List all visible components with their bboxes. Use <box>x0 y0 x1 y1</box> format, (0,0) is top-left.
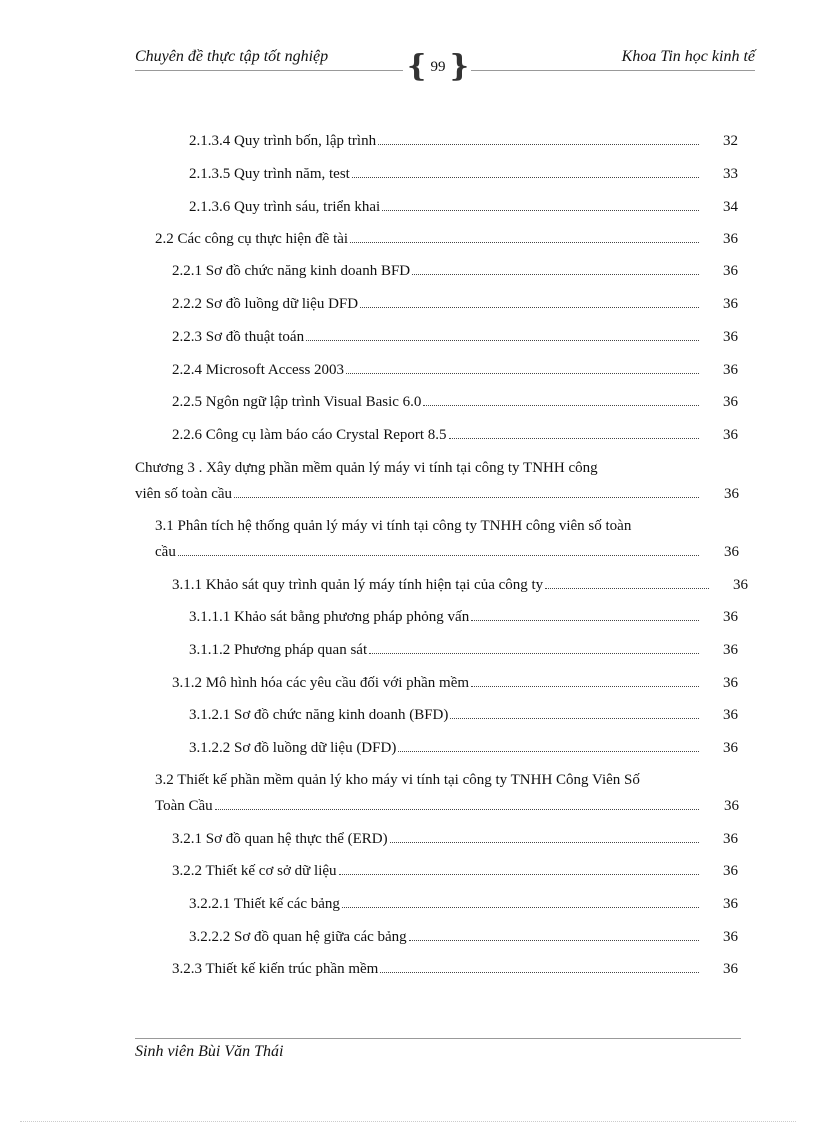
toc-leader-dots <box>350 242 699 243</box>
toc-leader-dots <box>545 588 709 589</box>
toc-entry[interactable] <box>172 327 738 347</box>
toc-entry-page: 36 <box>723 362 738 378</box>
toc-entry[interactable] <box>189 197 738 217</box>
toc-entry[interactable] <box>155 229 738 249</box>
toc-entry-title: 2.2.3 Sơ đồ thuật toán <box>172 329 305 345</box>
toc-entry-title: 3.1.1 Khảo sát quy trình quản lý máy tính hiện tại của công ty <box>172 577 544 593</box>
toc-entry[interactable] <box>172 959 738 979</box>
toc-entry-title: 3.1.1.2 Phương pháp quan sát <box>189 642 368 658</box>
toc-leader-dots <box>178 555 699 556</box>
toc-entry-title: 2.2 Các công cụ thực hiện đề tài <box>155 231 349 247</box>
toc-entry-page: 36 <box>724 798 739 814</box>
toc-entry[interactable] <box>189 131 738 151</box>
toc-entry-title-line2: viên số toàn cầu <box>135 486 233 502</box>
toc-entry-title: 3.2.2.2 Sơ đồ quan hệ giữa các bảng <box>189 929 407 945</box>
toc-entry-page: 32 <box>723 133 738 149</box>
footer-student-name: Sinh viên Bùi Văn Thái <box>135 1043 284 1060</box>
toc-entry-page: 36 <box>723 642 738 658</box>
page-number: 99 <box>430 59 446 75</box>
toc-entry-title: 3.2.3 Thiết kế kiến trúc phần mềm <box>172 961 379 977</box>
toc-entry-section[interactable] <box>155 770 739 816</box>
toc-entry-page: 36 <box>723 961 738 977</box>
toc-leader-dots <box>471 620 699 621</box>
toc-entry[interactable] <box>172 294 738 314</box>
toc-leader-dots <box>423 405 699 406</box>
toc-leader-dots <box>234 497 699 498</box>
toc-leader-dots <box>215 809 699 810</box>
toc-entry[interactable] <box>189 894 738 914</box>
toc-entry[interactable] <box>189 705 738 725</box>
page-number-box <box>407 49 469 84</box>
toc-entry-title-line1: 3.1 Phân tích hệ thống quản lý máy vi tính tại công ty TNHH công viên số toàn <box>155 518 632 534</box>
toc-entry[interactable] <box>189 738 738 758</box>
toc-leader-dots <box>306 340 699 341</box>
toc-entry[interactable] <box>172 673 738 693</box>
toc-leader-dots <box>449 438 699 439</box>
toc-entry-page: 36 <box>724 544 739 560</box>
toc-leader-dots <box>346 373 699 374</box>
toc-entry-title-line2: cầu <box>155 544 176 560</box>
toc-entry-page: 36 <box>723 263 738 279</box>
toc-leader-dots <box>409 940 699 941</box>
toc-entry-title: 2.2.5 Ngôn ngữ lập trình Visual Basic 6.0 <box>172 394 422 410</box>
toc-entry-page: 33 <box>723 166 738 182</box>
toc-entry-line2 <box>155 796 739 816</box>
toc-entry-page: 36 <box>723 929 738 945</box>
toc-entry[interactable] <box>172 425 738 445</box>
toc-entry-page: 36 <box>723 394 738 410</box>
toc-entry-title-line1: Chương 3 . Xây dựng phần mềm quản lý máy vi tính tại công ty TNHH công <box>135 460 598 476</box>
toc-entry-line2 <box>155 542 739 562</box>
header-rule-left <box>135 70 403 71</box>
toc-entry-page: 36 <box>723 740 738 756</box>
toc-entry[interactable] <box>189 607 738 627</box>
page-bottom-border <box>20 1121 796 1122</box>
toc-entry[interactable] <box>172 861 738 881</box>
toc-entry-title: 3.1.2.1 Sơ đồ chức năng kinh doanh (BFD) <box>189 707 449 723</box>
toc-entry-title: 2.1.3.6 Quy trình sáu, triển khai <box>189 199 381 215</box>
toc-entry-page: 36 <box>733 577 748 593</box>
toc-entry-page: 36 <box>724 486 739 502</box>
toc-entry-title: 2.2.1 Sơ đồ chức năng kinh doanh BFD <box>172 263 411 279</box>
toc-leader-dots <box>450 718 699 719</box>
toc-entry-page: 36 <box>723 296 738 312</box>
page-footer <box>135 1038 741 1060</box>
toc-entry-page: 34 <box>723 199 738 215</box>
toc-leader-dots <box>390 842 699 843</box>
toc-entry-title: 3.1.1.1 Khảo sát bằng phương pháp phỏng vấn <box>189 609 470 625</box>
toc-entry-page: 36 <box>723 831 738 847</box>
toc-entry-title: 3.1.2 Mô hình hóa các yêu cầu đối với phần mềm <box>172 675 470 691</box>
toc-entry[interactable] <box>172 261 738 281</box>
toc-entry-section[interactable] <box>155 516 739 562</box>
toc-entry-title: 2.1.3.5 Quy trình năm, test <box>189 166 350 182</box>
page-header <box>135 40 755 90</box>
header-left-title: Chuyên đề thực tập tốt nghiệp <box>135 48 329 65</box>
toc-leader-dots <box>352 177 699 178</box>
toc-leader-dots <box>339 874 699 875</box>
toc-entry[interactable] <box>172 575 748 595</box>
toc-entry-title: 2.2.4 Microsoft Access 2003 <box>172 362 345 378</box>
toc-entry[interactable] <box>172 829 738 849</box>
toc-entry-title: 2.1.3.4 Quy trình bốn, lập trình <box>189 133 377 149</box>
toc-entry-page: 36 <box>723 329 738 345</box>
toc-entry-page: 36 <box>723 231 738 247</box>
toc-entry-title: 3.1.2.2 Sơ đồ luồng dữ liệu (DFD) <box>189 740 397 756</box>
toc-entry-title: 3.2.1 Sơ đồ quan hệ thực thể (ERD) <box>172 831 388 847</box>
toc-entry-page: 36 <box>723 675 738 691</box>
toc-entry-page: 36 <box>723 707 738 723</box>
toc-leader-dots <box>382 210 699 211</box>
toc-entry[interactable] <box>189 640 738 660</box>
brace-open-icon: { <box>407 49 427 84</box>
toc-entry-page: 36 <box>723 609 738 625</box>
toc-entry-line2 <box>135 484 739 504</box>
toc-entry-title: 2.2.2 Sơ đồ luồng dữ liệu DFD <box>172 296 359 312</box>
toc-leader-dots <box>471 686 699 687</box>
toc-entry[interactable] <box>189 927 738 947</box>
toc-leader-dots <box>380 972 699 973</box>
toc-leader-dots <box>378 144 699 145</box>
toc-leader-dots <box>412 274 699 275</box>
toc-entry[interactable] <box>172 392 738 412</box>
toc-entry-title-line2: Toàn Cầu <box>155 798 213 814</box>
header-rule-right <box>471 70 755 71</box>
toc-entry-page: 36 <box>723 863 738 879</box>
toc-leader-dots <box>360 307 699 308</box>
toc-leader-dots <box>342 907 699 908</box>
toc-leader-dots <box>398 751 699 752</box>
toc-entry-title-line1: 3.2 Thiết kế phần mềm quản lý kho máy vi tính tại công ty TNHH Công Viên Số <box>155 772 640 788</box>
brace-close-icon: } <box>449 49 469 84</box>
header-right-title: Khoa Tin học kinh tế <box>621 48 755 65</box>
toc-entry-page: 36 <box>723 896 738 912</box>
toc-leader-dots <box>369 653 699 654</box>
toc-entry[interactable] <box>172 360 738 380</box>
toc-entry[interactable] <box>189 164 738 184</box>
toc-entry-title: 3.2.2 Thiết kế cơ sở dữ liệu <box>172 863 337 879</box>
toc-entry-title: 2.2.6 Công cụ làm báo cáo Crystal Report 8.5 <box>172 427 447 443</box>
toc-entry-page: 36 <box>723 427 738 443</box>
toc-entry-chapter[interactable] <box>135 458 739 504</box>
toc-entry-title: 3.2.2.1 Thiết kế các bảng <box>189 896 340 912</box>
